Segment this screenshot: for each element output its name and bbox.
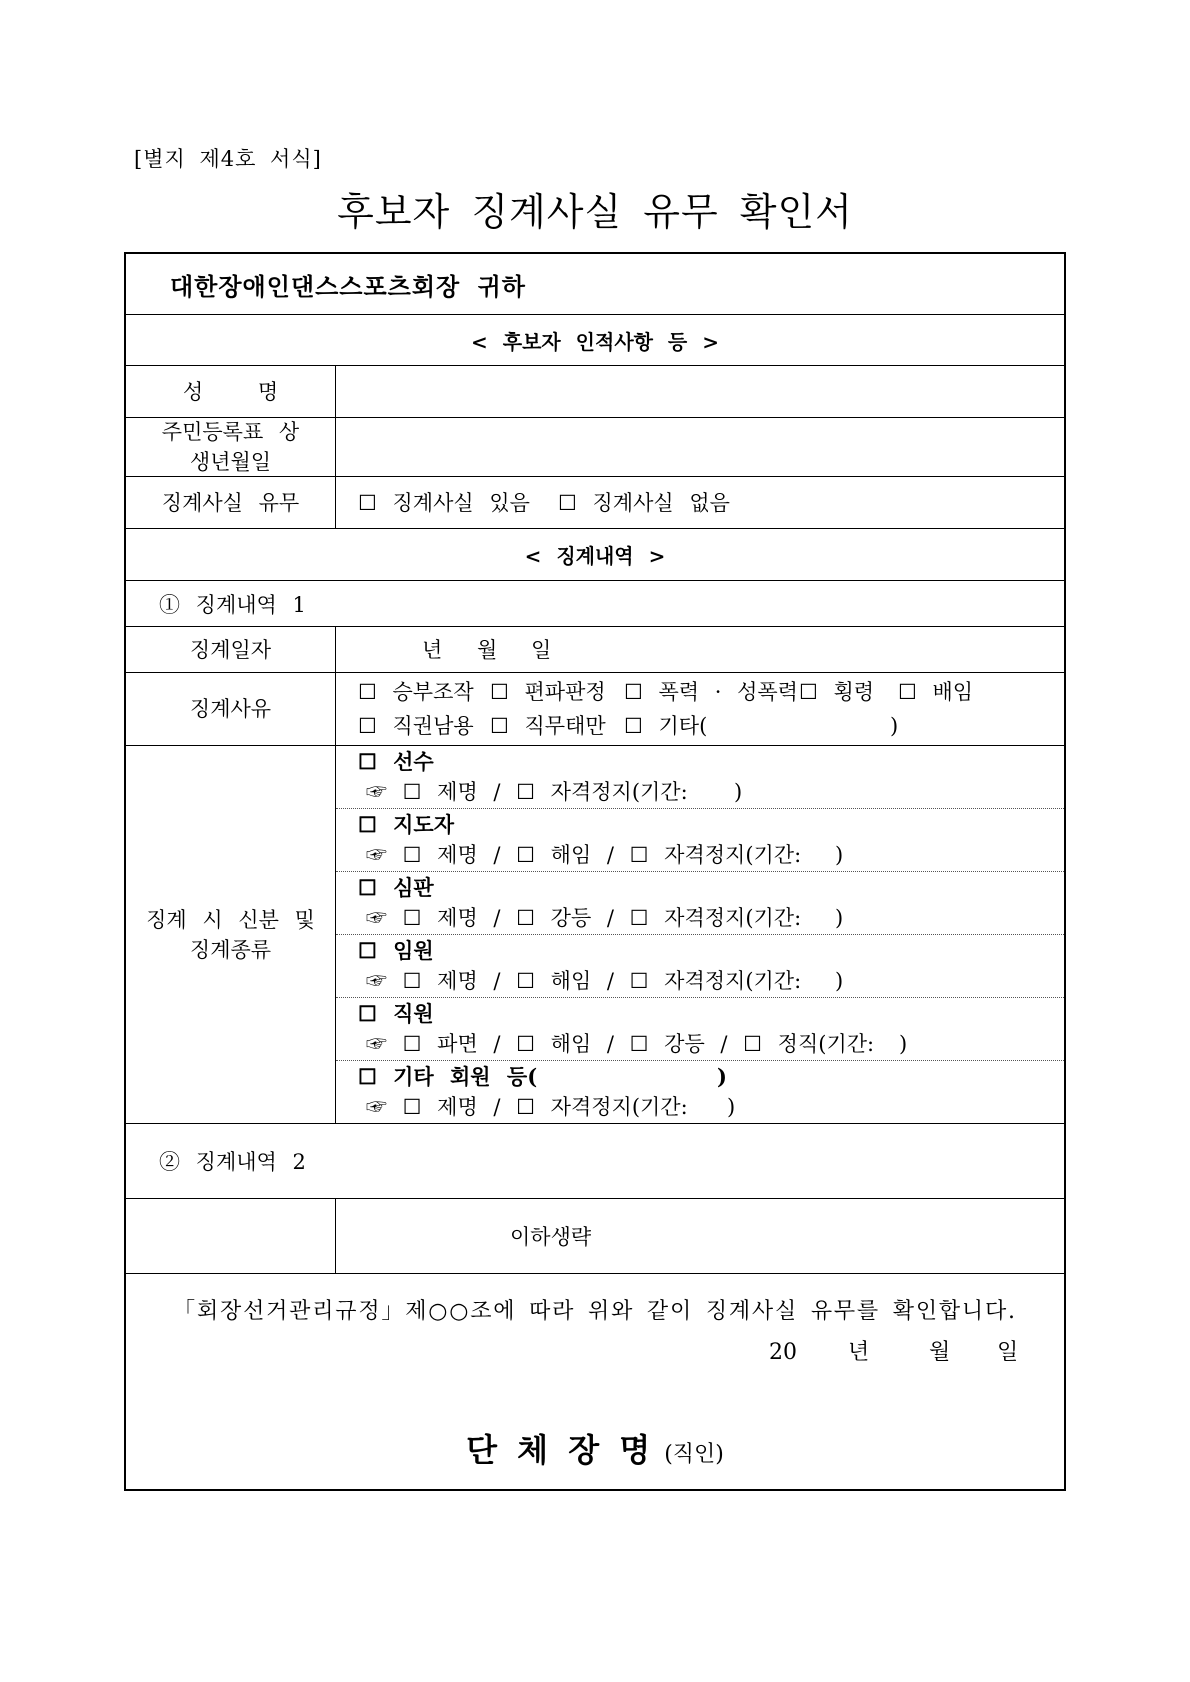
reason-biased-judging-checkbox[interactable]: ☐ 편파판정 <box>490 680 606 704</box>
record-1-heading-row <box>126 581 1064 627</box>
discipline-type-label-line2: 징계종류 <box>189 937 272 962</box>
athlete-penalty-options[interactable]: ☞ ☐ 제명 / ☐ 자격정지(기간: <box>366 780 688 804</box>
document-title: 후보자 징계사실 유무 확인서 <box>337 190 853 234</box>
form-number: [별지 제4호 서식] <box>134 147 322 171</box>
section-title-personal: < 후보자 인적사항 등 > <box>471 329 719 354</box>
confirmation-statement: 「회장선거관리규정」제○○조에 따라 위와 같이 징계사실 유무를 확인합니다. <box>173 1299 1017 1324</box>
section-header-personal <box>126 315 1064 366</box>
reason-negligence-checkbox[interactable]: ☐ 직무태만 <box>490 714 606 738</box>
category-other-member-checkbox[interactable]: ☐ 기타 회원 등( <box>358 1064 538 1089</box>
reason-match-fixing-checkbox[interactable]: ☐ 승부조작 <box>358 680 474 704</box>
section-title-records: < 징계내역 > <box>524 544 666 568</box>
addressee-row <box>126 254 1064 315</box>
discipline-reason-label-cell <box>126 673 336 745</box>
option-record-no-checkbox[interactable]: ☐ 징계사실 없음 <box>558 490 730 515</box>
date-day-label: 일 <box>531 637 552 662</box>
category-athlete-checkbox[interactable]: ☐ 선수 <box>358 749 434 774</box>
name-field[interactable] <box>336 366 1064 417</box>
category-executive-checkbox[interactable]: ☐ 임원 <box>358 938 434 963</box>
record-exists-label-cell <box>126 477 336 528</box>
discipline-type-other-member <box>336 1061 1064 1124</box>
referee-period-close-paren: ) <box>835 906 844 930</box>
discipline-reason-options <box>336 673 1064 745</box>
discipline-type-coach <box>336 809 1064 872</box>
discipline-type-row <box>126 746 1064 1124</box>
discipline-type-athlete <box>336 746 1064 809</box>
category-coach-checkbox[interactable]: ☐ 지도자 <box>358 812 454 837</box>
name-label: 성 명 <box>182 379 279 404</box>
confirmation-date <box>126 1338 1064 1368</box>
executive-penalty-options[interactable]: ☞ ☐ 제명 / ☐ 해임 / ☐ 자격정지(기간: <box>366 969 802 993</box>
reason-other-checkbox[interactable]: ☐ 기타( <box>624 714 708 738</box>
confirmation-row <box>126 1274 1064 1489</box>
reason-breach-of-trust-checkbox[interactable]: ☐ 배임 <box>898 680 974 704</box>
birth-date-label-line2: 생년월일 <box>189 450 272 474</box>
discipline-date-field[interactable] <box>336 627 1064 672</box>
reason-embezzlement-checkbox[interactable]: ☐ 횡령 <box>799 680 875 704</box>
coach-period-close-paren: ) <box>835 843 844 867</box>
record-exists-options <box>336 477 1064 528</box>
reason-other-close-paren: ) <box>890 714 899 738</box>
date-year-label: 년 <box>422 637 443 662</box>
option-record-yes-checkbox[interactable]: ☐ 징계사실 있음 <box>358 490 530 515</box>
record-2-heading: ② 징계내역 2 <box>159 1150 306 1174</box>
other-member-period-close-paren: ) <box>727 1095 736 1119</box>
category-referee-checkbox[interactable]: ☐ 심판 <box>358 875 434 900</box>
omitted-note: 이하생략 <box>510 1225 592 1249</box>
birth-date-label-cell <box>126 418 336 476</box>
section-header-records <box>126 529 1064 581</box>
confirmation-date-year: 년 <box>848 1340 870 1365</box>
confirmation-date-century: 20 <box>769 1340 797 1365</box>
discipline-type-referee <box>336 872 1064 935</box>
birth-date-row <box>126 418 1064 477</box>
discipline-type-staff <box>336 998 1064 1061</box>
reason-abuse-of-authority-checkbox[interactable]: ☐ 직권남용 <box>358 714 474 738</box>
category-staff-checkbox[interactable]: ☐ 직원 <box>358 1001 434 1026</box>
confirmation-date-day: 일 <box>997 1340 1019 1365</box>
discipline-type-executive <box>336 935 1064 998</box>
record-2-heading-row <box>126 1124 1064 1199</box>
addressee: 대한장애인댄스스포츠회장 귀하 <box>170 271 526 301</box>
name-row <box>126 366 1064 418</box>
other-member-close-paren: ) <box>717 1064 727 1089</box>
official-seal-label: (직인) <box>664 1442 724 1467</box>
staff-period-close-paren: ) <box>899 1032 908 1056</box>
date-month-label: 월 <box>477 637 498 662</box>
signature-block <box>126 1428 1064 1477</box>
other-member-penalty-options[interactable]: ☞ ☐ 제명 / ☐ 자격정지(기간: <box>366 1095 688 1119</box>
discipline-type-options <box>336 746 1064 1123</box>
executive-period-close-paren: ) <box>835 969 844 993</box>
discipline-date-label-cell <box>126 627 336 672</box>
athlete-period-close-paren: ) <box>734 780 743 804</box>
record-2-empty-label-cell <box>126 1199 336 1273</box>
signer-title: 단 체 장 명 <box>466 1431 651 1469</box>
coach-penalty-options[interactable]: ☞ ☐ 제명 / ☐ 해임 / ☐ 자격정지(기간: <box>366 843 802 867</box>
reason-violence-checkbox[interactable]: ☐ 폭력 · 성폭력 <box>624 680 798 704</box>
record-exists-label: 징계사실 유무 <box>161 490 300 515</box>
staff-penalty-options[interactable]: ☞ ☐ 파면 / ☐ 해임 / ☐ 강등 / ☐ 정직(기간: <box>366 1032 875 1056</box>
record-2-body-row <box>126 1199 1064 1274</box>
discipline-reason-label: 징계사유 <box>189 697 272 721</box>
birth-date-field[interactable] <box>336 418 1064 476</box>
confirmation-date-month: 월 <box>929 1340 951 1365</box>
birth-date-label-line1: 주민등록표 상 <box>161 420 300 444</box>
discipline-date-row <box>126 627 1064 673</box>
discipline-reason-row <box>126 673 1064 746</box>
referee-penalty-options[interactable]: ☞ ☐ 제명 / ☐ 강등 / ☐ 자격정지(기간: <box>366 906 802 930</box>
discipline-type-label-cell <box>126 746 336 1123</box>
record-exists-row <box>126 477 1064 529</box>
confirmation-form-table <box>124 252 1066 1491</box>
record-1-heading: ① 징계내역 1 <box>159 592 306 617</box>
record-2-note-cell <box>336 1199 1064 1273</box>
discipline-date-label: 징계일자 <box>189 637 272 662</box>
discipline-type-label-line1: 징계 시 신분 및 <box>146 907 315 932</box>
name-label-cell <box>126 366 336 417</box>
